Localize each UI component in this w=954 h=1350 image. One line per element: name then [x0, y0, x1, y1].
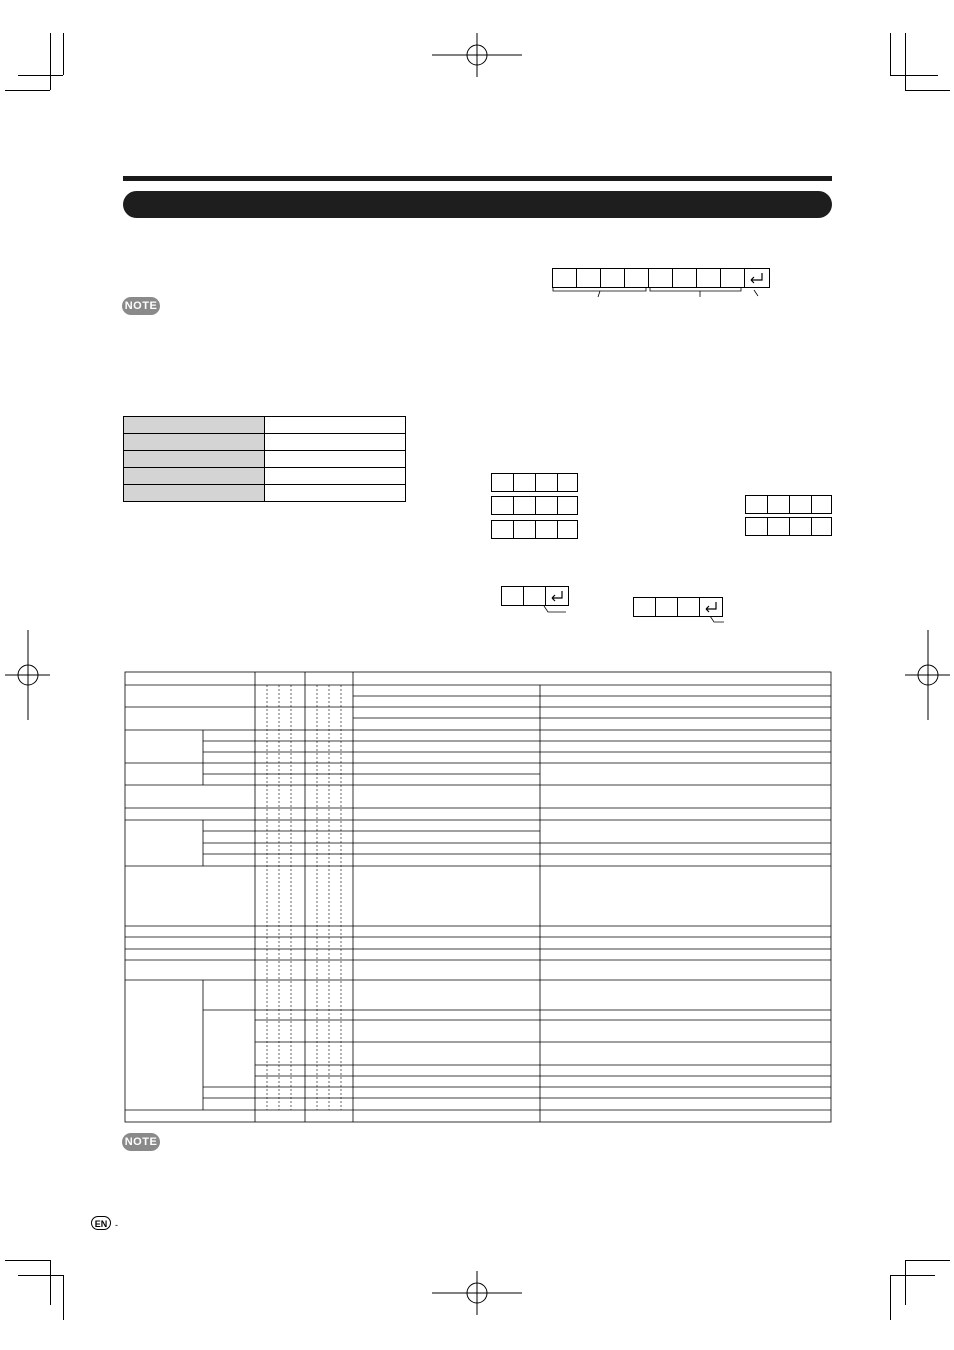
response-cell — [501, 586, 524, 606]
parameter-cell — [491, 473, 514, 492]
parameter-cell — [767, 517, 790, 536]
parameter-cell — [557, 520, 578, 539]
registration-mark-icon — [432, 1271, 522, 1315]
parameter-cell — [513, 473, 536, 492]
communication-settings-table — [123, 416, 406, 502]
parameter-cell — [491, 496, 514, 515]
parameter-cell — [535, 520, 558, 539]
response-cell — [655, 597, 678, 617]
parameter-cell — [535, 496, 558, 515]
note-badge: NOTE — [122, 1133, 160, 1151]
return-key-cell — [545, 586, 569, 606]
spec-value-cell — [265, 485, 406, 502]
parameter-field-cell — [648, 268, 673, 288]
parameter-field-cell — [720, 268, 745, 288]
header-rule — [123, 176, 832, 181]
parameter-field-cell — [696, 268, 721, 288]
spec-value-cell — [265, 417, 406, 434]
parameter-cell — [557, 496, 578, 515]
spec-value-cell — [265, 468, 406, 485]
return-key-cell — [699, 597, 723, 617]
parameter-cell — [745, 495, 768, 514]
response-cell — [523, 586, 546, 606]
spec-label-cell — [124, 485, 265, 502]
parameter-cell — [513, 496, 536, 515]
spec-label-cell — [124, 434, 265, 451]
command-field-cell — [576, 268, 601, 288]
command-field-cell — [600, 268, 625, 288]
parameter-field-cell — [672, 268, 697, 288]
parameter-cell — [535, 473, 558, 492]
parameter-cell — [811, 495, 832, 514]
registration-mark-icon — [432, 33, 522, 77]
spec-label-cell — [124, 451, 265, 468]
return-key-icon — [745, 269, 769, 287]
parameter-cell — [767, 495, 790, 514]
return-key-cell — [744, 268, 770, 288]
section-title-banner — [123, 191, 832, 218]
return-key-icon — [546, 587, 568, 605]
command-table-grid — [125, 672, 831, 1122]
command-field-cell — [624, 268, 649, 288]
spec-label-cell — [124, 468, 265, 485]
spec-label-cell — [124, 417, 265, 434]
spec-value-cell — [265, 434, 406, 451]
parameter-cell — [745, 517, 768, 536]
parameter-cell — [811, 517, 832, 536]
registration-mark-icon — [5, 630, 50, 720]
parameter-cell — [557, 473, 578, 492]
parameter-cell — [789, 517, 812, 536]
parameter-cell — [789, 495, 812, 514]
parameter-cell — [491, 520, 514, 539]
frame-brace — [544, 288, 758, 622]
registration-mark-icon — [905, 630, 950, 720]
language-badge: EN — [91, 1216, 111, 1230]
return-key-icon — [700, 598, 722, 616]
parameter-cell — [513, 520, 536, 539]
spec-value-cell — [265, 451, 406, 468]
response-cell — [677, 597, 700, 617]
page-number-separator: - — [115, 1220, 118, 1230]
command-table-dotted-columns — [267, 685, 341, 1110]
response-cell — [633, 597, 656, 617]
note-badge: NOTE — [122, 297, 160, 315]
command-field-cell — [552, 268, 577, 288]
